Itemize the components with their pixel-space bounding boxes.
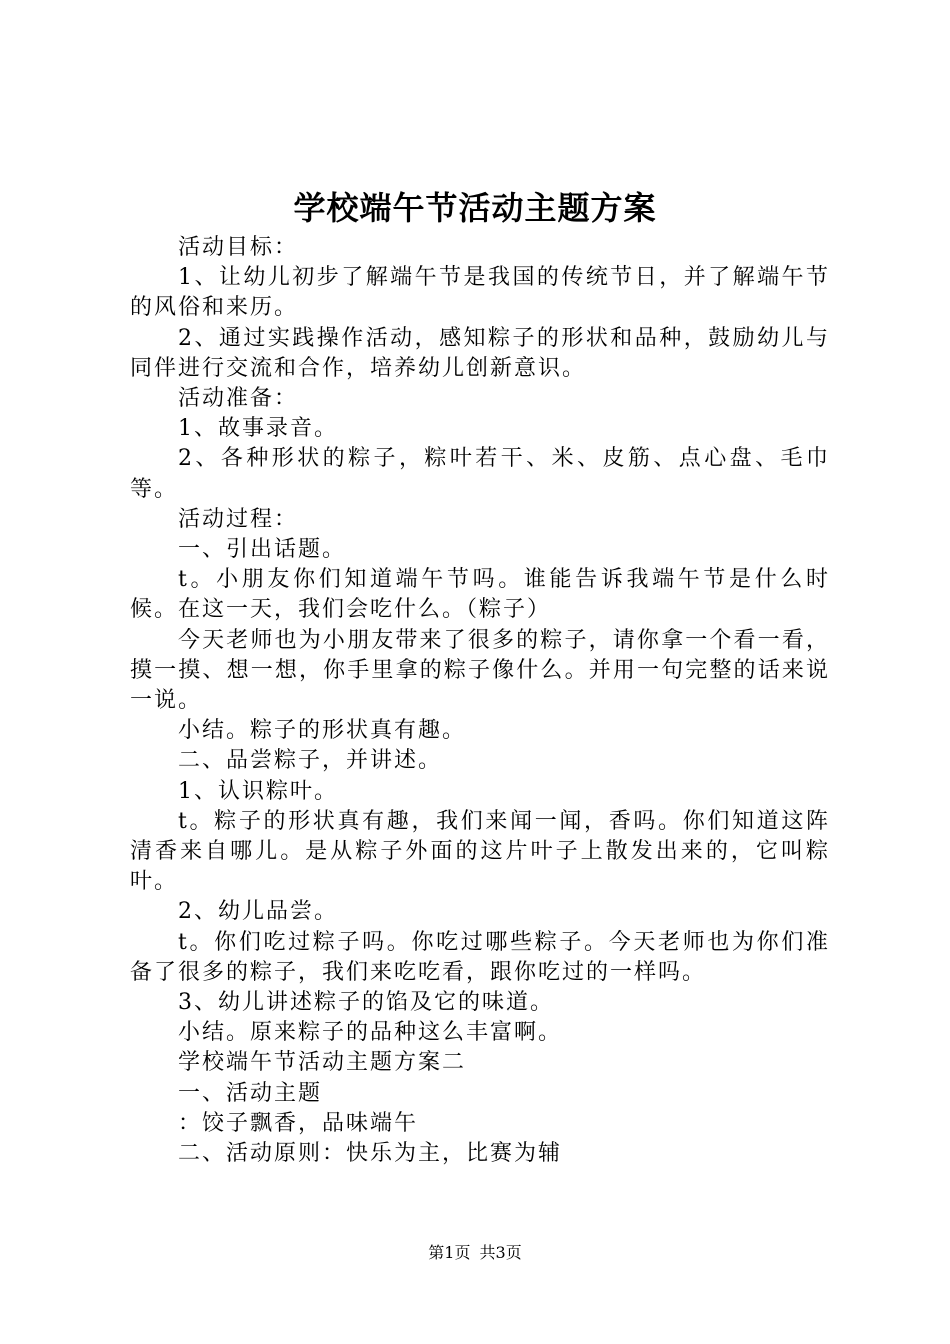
paragraph: 2、各种形状的粽子，粽叶若干、米、皮筋、点心盘、毛巾等。 xyxy=(130,446,830,502)
paragraph: 一、活动主题 xyxy=(178,1080,323,1106)
paragraph: t。小朋友你们知道端午节吗。谁能告诉我端午节是什么时候。在这一天，我们会吃什么。（粽子） xyxy=(130,567,830,623)
paragraph: 2、幼儿品尝。 xyxy=(178,899,338,925)
paragraph: 今天老师也为小朋友带来了很多的粽子，请你拿一个看一看，摸一摸、想一想，你手里拿的粽子像什么。并用一句完整的话来说一说。 xyxy=(130,627,830,714)
paragraph: 1、认识粽叶。 xyxy=(178,778,338,804)
paragraph: t。粽子的形状真有趣，我们来闻一闻，香吗。你们知道这阵清香来自哪儿。是从粽子外面的这片叶子上散发出来的，它叫粽叶。 xyxy=(130,808,830,895)
document-body xyxy=(130,233,830,1169)
paragraph: 二、活动原则：快乐为主，比赛为辅 xyxy=(178,1141,563,1167)
paragraph: 活动准备： xyxy=(178,386,299,412)
paragraph: 小结。粽子的形状真有趣。 xyxy=(178,718,467,744)
paragraph: 学校端午节活动主题方案二 xyxy=(178,1050,467,1076)
paragraph: 1、故事录音。 xyxy=(178,416,338,442)
paragraph: ：饺子飘香，品味端午 xyxy=(178,1110,419,1136)
paragraph: 1、让幼儿初步了解端午节是我国的传统节日，并了解端午节的风俗和来历。 xyxy=(130,265,830,321)
paragraph: 小结。原来粽子的品种这么丰富啊。 xyxy=(178,1020,563,1046)
paragraph: t。你们吃过粽子吗。你吃过哪些粽子。今天老师也为你们准备了很多的粽子，我们来吃吃看，跟你吃过的一样吗。 xyxy=(130,929,830,985)
document-title: 学校端午节活动主题方案 xyxy=(293,189,657,227)
page-number-footer: 第1页 共3页 xyxy=(428,1243,522,1262)
paragraph: 活动目标： xyxy=(178,235,299,260)
paragraph: 一、引出话题。 xyxy=(178,537,347,563)
paragraph: 二、品尝粽子，并讲述。 xyxy=(178,748,443,774)
paragraph: 3、幼儿讲述粽子的馅及它的味道。 xyxy=(178,990,554,1016)
paragraph: 2、通过实践操作活动，感知粽子的形状和品种，鼓励幼儿与同伴进行交流和合作，培养幼儿创新意识。 xyxy=(130,325,830,381)
paragraph: 活动过程： xyxy=(178,506,299,532)
